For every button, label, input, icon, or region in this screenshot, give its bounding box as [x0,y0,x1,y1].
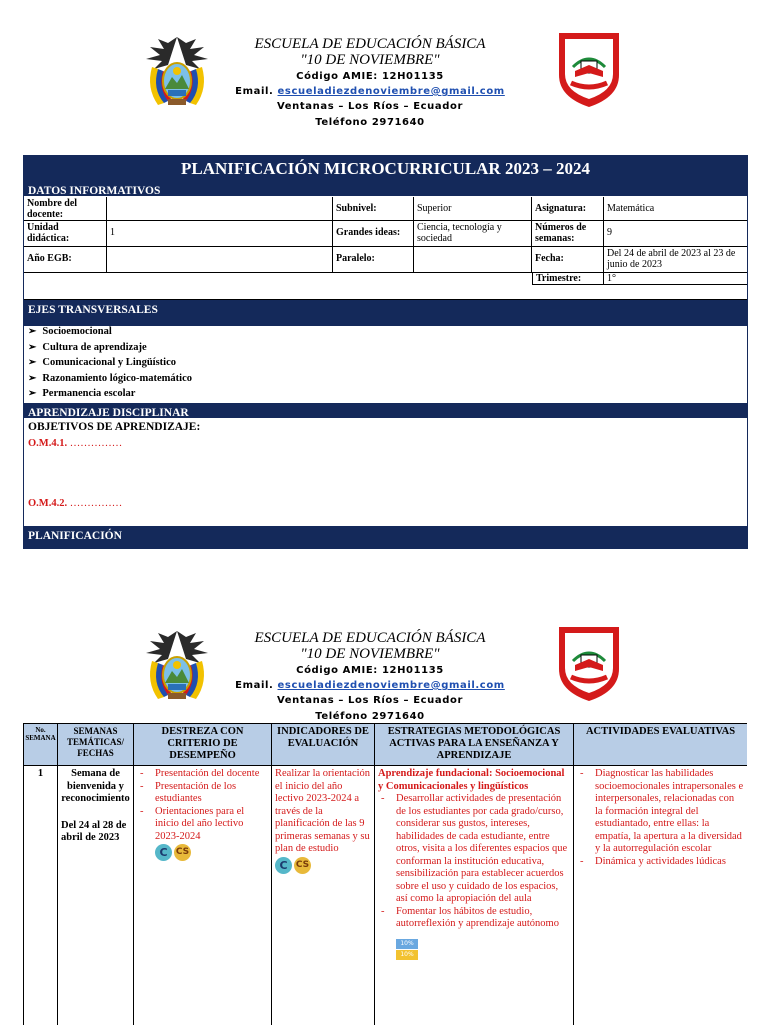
eje-item: ➢ Cultura de aprendizaje [28,340,192,356]
docente-label: Nombre del docente: [24,197,107,221]
phone: Teléfono 2971640 [315,711,425,722]
datos-bar [24,181,747,196]
actividades-cell [574,766,747,1025]
actividad-item: - Diagnosticar las habilidades socioemocionales intrapersonales e interpersonales, relacionadas con la formación integral del estudiantado, entre ellas: la empatía, la apertura a la diversidad y la autorregulación escolar [577,768,744,856]
email-link[interactable]: escueladiezdenoviembre@gmail.com [277,86,505,97]
week-dates: Del 24 al 28 de abril de 2023 [61,819,127,843]
ejes-list [28,324,192,402]
objetivos-title: OBJETIVOS DE APRENDIZAJE: [28,421,201,433]
estrategias-cell [375,766,574,1025]
objective-2 [28,498,122,509]
cs-badge-icon: CS [174,844,191,861]
c-badge-icon: C [155,844,172,861]
email-line [200,84,540,99]
amie-code: Código AMIE: 12H01135 [296,71,444,82]
c-badge-icon: C [275,857,292,874]
paralelo-label: Paralelo: [333,247,414,273]
actividad-item: - Dinámica y actividades lúdicas [577,856,744,869]
planning-sheet [23,155,748,549]
destreza-item: - Presentación del docente [137,768,268,781]
objective-1-dots: …………… [69,438,123,449]
phone: Teléfono 2971640 [315,117,425,128]
actividades-list [577,768,744,868]
objective-1-code: O.M.4.1. [28,438,68,449]
objective-2-code: O.M.4.2. [28,498,68,509]
school-name: "10 DE NOVIEMBRE" [300,52,440,68]
unidad-label: Unidad didáctica: [24,221,107,247]
subnivel-label: Subnivel: [333,197,414,221]
spacer-row [24,285,747,300]
docente-value[interactable] [107,197,333,221]
planificacion-title: PLANIFICACIÓN [28,530,122,542]
destreza-item: - Orientaciones para el inicio del año lectivo 2023-2024 [137,806,268,844]
email-label: Email. [235,680,274,691]
subnivel-value: Superior [414,197,532,221]
anio-value[interactable] [107,247,333,273]
cs-badge-icon: CS [294,857,311,874]
fecha-value: Del 24 de abril de 2023 al 23 de junio de 2023 [604,247,747,273]
percent-badges [396,939,418,960]
week-number: 1 [24,766,58,1025]
percent-badge-blue: 10% [396,939,418,949]
asignatura-label: Asignatura: [532,197,604,221]
estrategias-list [378,793,570,931]
estrategia-item: - Desarrollar actividades de presentación de los estudiantes por cada grado/curso, considerar sus gustos, intereses, habilidades de cada estudiante, entre otros, visita a los diferentes espacios que conforman la institución educativa, sensibilización para establecer acuerdos sobre el uso y cuidado de los espacios, así como la apropiación del aula [378,793,570,906]
indicador-cell [272,766,375,1025]
trimestre-label: Trimestre: [532,273,604,285]
header-semanas: SEMANAS TEMÁTICAS/ FECHAS [58,724,134,766]
week-title: Semana de bienvenida y reconocimiento [61,768,130,804]
email-line [200,678,540,693]
school-badge-icon [553,27,625,109]
email-link[interactable]: escueladiezdenoviembre@gmail.com [277,680,505,691]
planificacion-bar [24,526,747,548]
header-nosemana: No. SEMANA [24,724,58,766]
empty-cell [24,273,532,285]
fecha-label: Fecha: [532,247,604,273]
school-type: ESCUELA DE EDUCACIÓN BÁSICA [254,630,486,646]
unidad-value: 1 [107,221,333,247]
ejes-title: EJES TRANSVERSALES [28,304,158,316]
aprendizaje-title: APRENDIZAJE DISCIPLINAR [28,407,189,419]
asignatura-value: Matemática [604,197,747,221]
school-badge-icon [553,621,625,703]
letterhead-1 [0,33,768,133]
objective-2-dots: …………… [69,498,123,509]
location: Ventanas – Los Ríos – Ecuador [277,101,463,112]
destreza-icons [137,844,268,861]
eje-item: ➢ Socioemocional [28,324,192,340]
trimestre-value: 1° [604,273,747,285]
planning-title-bar [24,156,747,181]
grandes-value: Ciencia, tecnología y sociedad [414,221,532,247]
header-indicadores: INDICADORES DE EVALUACIÓN [272,724,375,766]
header-actividades: ACTIVIDADES EVALUATIVAS [574,724,747,766]
header-destreza: DESTREZA CON CRITERIO DE DESEMPEÑO [134,724,272,766]
email-label: Email. [235,86,274,97]
header-estrategias: ESTRATEGIAS METODOLÓGICAS ACTIVAS PARA LA ENSEÑANZA Y APRENDIZAJE [375,724,574,766]
estrategia-title: Aprendizaje fundacional: Socioemocional y Comunicacionales y lingüísticos [378,768,565,792]
aprendizaje-bar [24,403,747,418]
school-name: "10 DE NOVIEMBRE" [300,646,440,662]
indicador-text: Realizar la orientación el inicio del año lectivo 2023-2024 a través de la planificación de las 9 primeras semanas y su plan de estudio [275,768,371,854]
school-type: ESCUELA DE EDUCACIÓN BÁSICA [254,36,486,52]
eje-item: ➢ Permanencia escolar [28,386,192,402]
letterhead-2 [0,627,768,727]
ejes-bar [24,300,747,326]
estrategia-item: - Fomentar los hábitos de estudio, autorreflexión y aprendizaje autónomo [378,906,570,931]
destreza-list [137,768,268,843]
anio-label: Año EGB: [24,247,107,273]
eje-item: ➢ Comunicacional y Lingüístico [28,355,192,371]
objective-1 [28,438,122,449]
datos-title: DATOS INFORMATIVOS [28,185,161,197]
destreza-cell [134,766,272,1025]
destreza-item: - Presentación de los estudiantes [137,781,268,806]
eje-item: ➢ Razonamiento lógico-matemático [28,371,192,387]
planning-table [23,723,747,1025]
location: Ventanas – Los Ríos – Ecuador [277,695,463,706]
planning-title: PLANIFICACIÓN MICROCURRICULAR 2023 – 2024 [181,159,590,178]
amie-code: Código AMIE: 12H01135 [296,665,444,676]
semanas-label: Números de semanas: [532,221,604,247]
grandes-label: Grandes ideas: [333,221,414,247]
week-cell [58,766,134,1025]
paralelo-value[interactable] [414,247,532,273]
semanas-value: 9 [604,221,747,247]
indicador-icons [275,857,371,874]
percent-badge-yellow: 10% [396,950,418,960]
